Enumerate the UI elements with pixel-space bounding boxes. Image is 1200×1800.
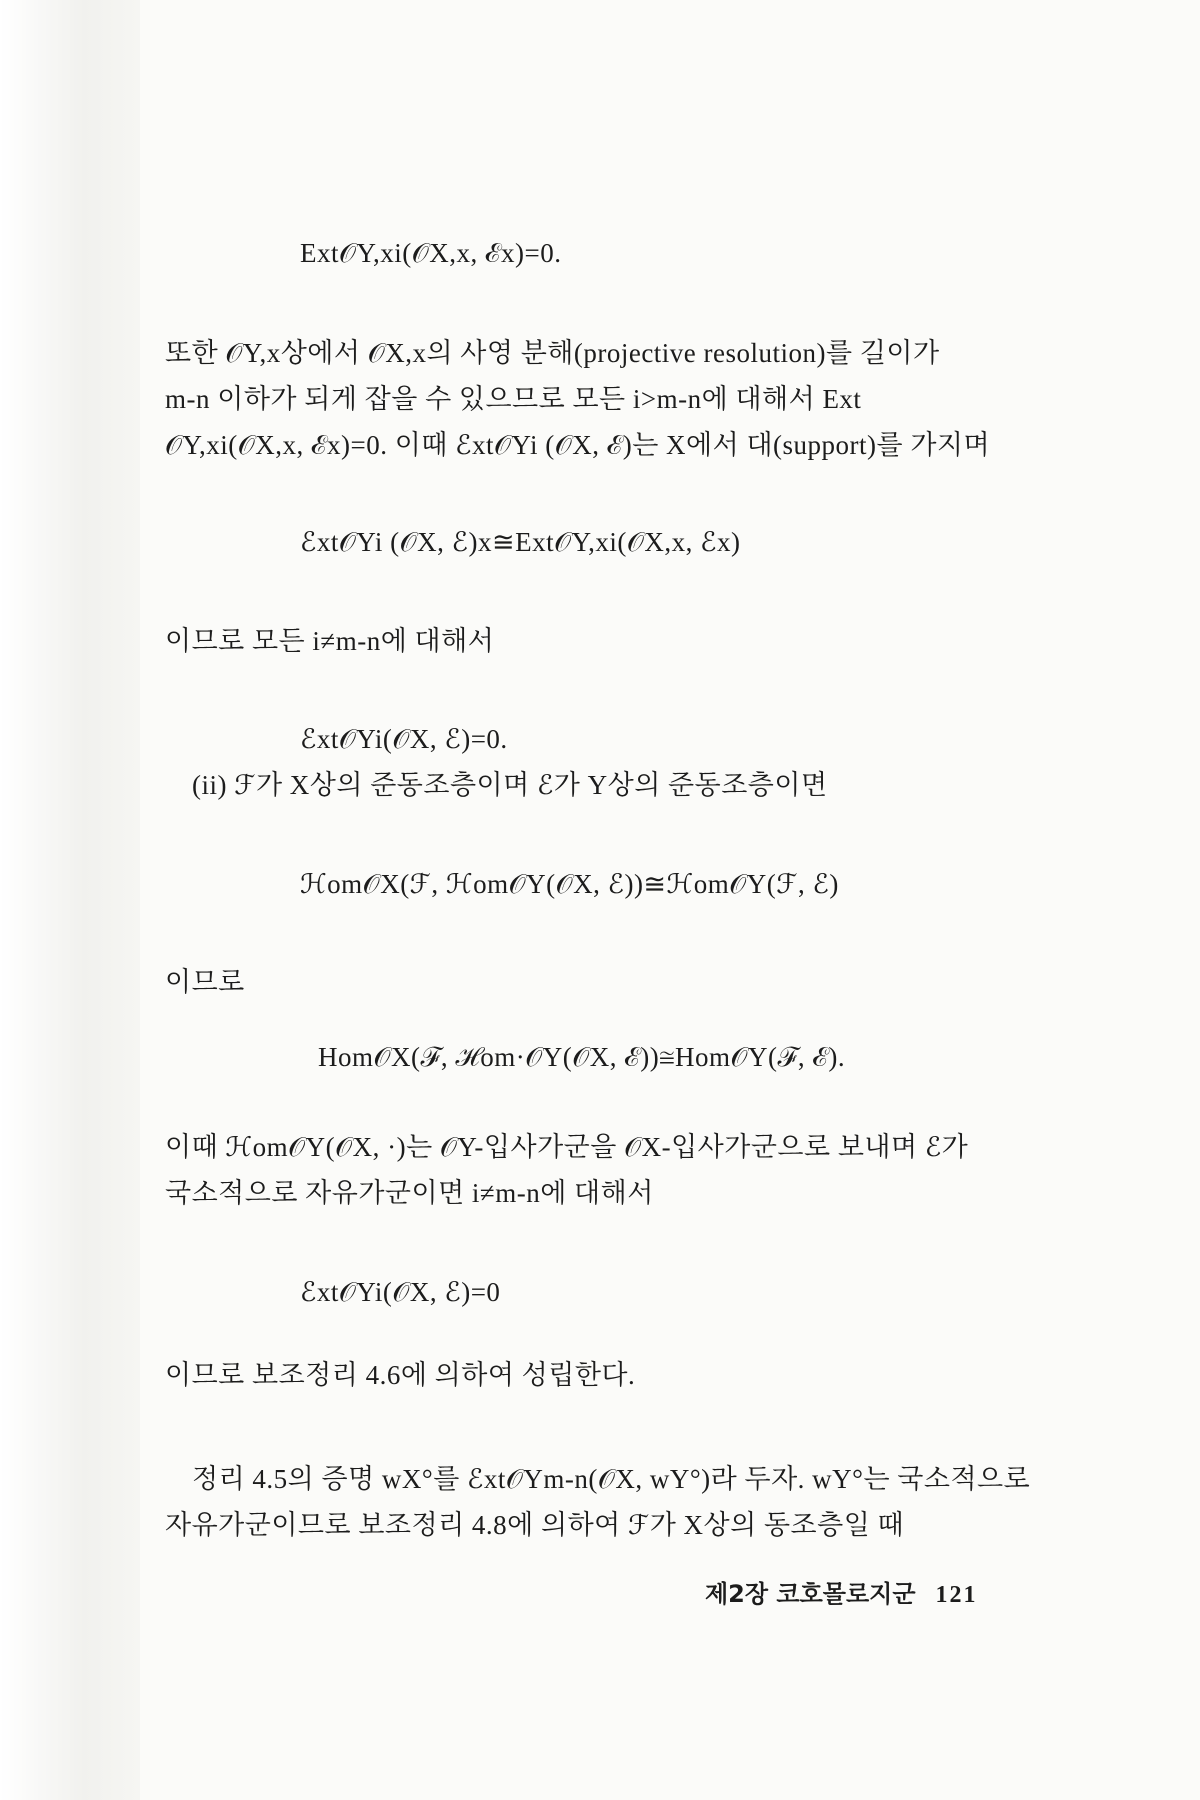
paragraph-line: 또한 𝒪Y,x상에서 𝒪X,x의 사영 분해(projective resolution)를 길이가 (165, 338, 940, 368)
paragraph-line: 자유가군이므로 보조정리 4.8에 의하여 ℱ가 X상의 동조층일 때 (165, 1510, 905, 1540)
paragraph-line: 이므로 모든 i≠m-n에 대해서 (165, 626, 495, 656)
equation-ext-zero: ℰxt𝒪Yi(𝒪X, ℰ)=0 (300, 1277, 501, 1307)
paragraph-line: 국소적으로 자유가군이면 i≠m-n에 대해서 (165, 1178, 654, 1208)
page-gutter-shadow (0, 0, 140, 1800)
paragraph-line: 이므로 보조정리 4.6에 의하여 성립한다. (165, 1360, 636, 1390)
paragraph-line-proof: 정리 4.5의 증명 wX°를 ℰxt𝒪Ym-n(𝒪X, wY°)라 두자. wY°는 국소적으로 (192, 1464, 1031, 1494)
chapter-title: 제2장 코호몰로지군 (705, 1580, 916, 1608)
paragraph-line: 𝒪Y,xi(𝒪X,x, ℰx)=0. 이때 ℰxt𝒪Yi (𝒪X, ℰ)는 X에서 대(support)를 가지며 (165, 430, 991, 460)
paragraph-line: 이때 ℋom𝒪Y(𝒪X, ·)는 𝒪Y-입사가군을 𝒪X-입사가군으로 보내며 ℰ가 (165, 1132, 969, 1162)
equation-global-hom: Hom𝒪X(ℱ, ℋom·𝒪Y(𝒪X, ℰ))≅Hom𝒪Y(ℱ, ℰ). (318, 1042, 846, 1072)
equation-stalk-iso: ℰxt𝒪Yi (𝒪X, ℰ)x≅Ext𝒪Y,xi(𝒪X,x, ℰx) (300, 527, 741, 557)
equation-hom-adjunction: ℋom𝒪X(ℱ, ℋom𝒪Y(𝒪X, ℰ))≅ℋom𝒪Y(ℱ, ℰ) (300, 869, 839, 899)
paragraph-line: 이므로 (165, 967, 245, 997)
page-number: 121 (935, 1582, 978, 1608)
paragraph-line: m-n 이하가 되게 잡을 수 있으므로 모든 i>m-n에 대해서 Ext (165, 384, 862, 414)
paragraph-line-case-ii: (ii) ℱ가 X상의 준동조층이며 ℰ가 Y상의 준동조층이면 (192, 770, 828, 800)
page-footer (705, 1574, 978, 1609)
equation-ext-vanishing: Ext𝒪Y,xi(𝒪X,x, ℰx)=0. (300, 238, 562, 268)
equation-ext-sheaf-vanishing: ℰxt𝒪Yi(𝒪X, ℰ)=0. (300, 724, 508, 754)
